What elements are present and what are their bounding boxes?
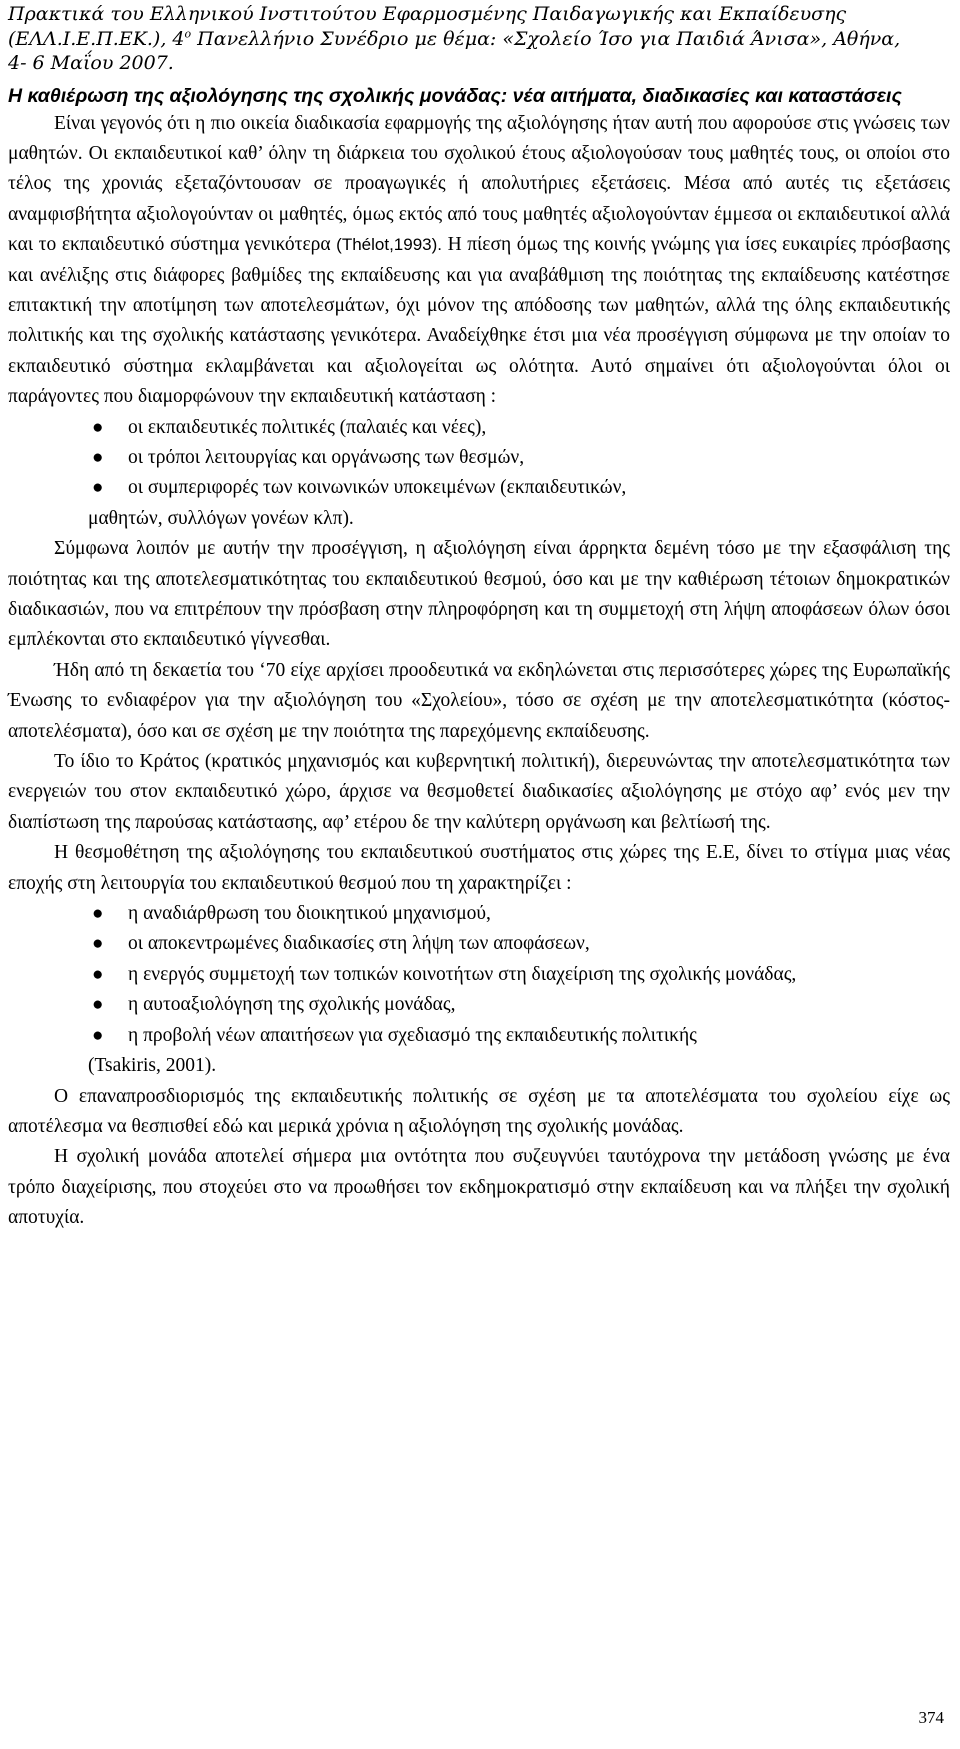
list-item-text: οι εκπαιδευτικές πολιτικές (παλαιές και νέες),	[128, 416, 487, 438]
paragraph-4: Το ίδιο το Κράτος (κρατικός μηχανισμός και κυβερνητική πολιτική), διερευνώντας την αποτελεσματικότητα των ενεργειών του στον εκπαιδευτικό χώρο, άρχισε να θεσμοθετεί διαδικασίες αξιολόγησης με στόχο αφ’ ενός μεν την διαπίστωση της παρούσας κατάστασης, αφ’ ετέρου δε την καλύτερη οργάνωση και βελτίωσή της.	[8, 751, 950, 833]
paragraph-5: Η θεσμοθέτηση της αξιολόγησης του εκπαιδευτικού συστήματος στις χώρες της Ε.Ε, δίνει το στίγμα μιας νέας εποχής στη λειτουργία του εκπαιδευτικού θεσμού που τη χαρακτηρίζει :	[8, 842, 950, 894]
bullet-icon: ●	[92, 477, 104, 499]
ordinal-superscript: ο	[184, 27, 192, 41]
header-line-3: 4- 6 Μαΐου 2007.	[8, 52, 174, 74]
list-item-text: οι αποκεντρωμένες διαδικασίες στη λήψη των αποφάσεων,	[128, 933, 590, 955]
paragraph-6: Ο επαναπροσδιορισμός της εκπαιδευτικής πολιτικής σε σχέση με τα αποτελέσματα του σχολείου είχε ως αποτέλεσμα να θεσπισθεί εδώ και μερικά χρόνια η αξιολόγηση της σχολικής μονάδας.	[8, 1085, 950, 1137]
list-item-text: οι συμπεριφορές των κοινωνικών υποκειμένων (εκπαιδευτικών,	[128, 477, 627, 499]
list-item	[8, 960, 950, 990]
paragraph-1	[8, 109, 950, 413]
paragraph-3: Ήδη από τη δεκαετία του ‘70 είχε αρχίσει προοδευτικά να εκδηλώνεται στις περισσότερες χώρες της Ευρωπαϊκής Ένωσης το ενδιαφέρον για την αξιολόγηση του «Σχολείου», τόσο σε σχέση με την αποτελεσματικότητα (κόστος-αποτελέσματα), όσο και σε σχέση με την ποιότητα της παρεχόμενης εκπαίδευσης.	[8, 659, 950, 742]
list-item-text: οι τρόποι λειτουργίας και οργάνωσης των θεσμών,	[128, 446, 525, 468]
list-2-continuation: (Tsakiris, 2001).	[88, 1055, 217, 1077]
paragraph-7: Η σχολική μονάδα αποτελεί σήμερα μια οντότητα που συζευγνύει ταυτόχρονα την μετάδοση γνώσης με ένα τρόπο διαχείρισης, που στοχεύει στο να προωθήσει τον εκδημοκρατισμό στην εκπαίδευση και να πλήξει την σχολική αποτυχία.	[8, 1146, 950, 1229]
paragraph-2: Σύμφωνα λοιπόν με αυτήν την προσέγγιση, η αξιολόγηση είναι άρρηκτα δεμένη τόσο με την εξασφάλιση της ποιότητας και της αποτελεσματικότητας του εκπαιδευτικού θεσμού, όσο και με την καθιέρωση τέτοιων δημοκρατικών διαδικασιών, που να επιτρέπουν την πρόσβαση στην πληροφόρηση και τη συμμετοχή στη λήψη αποφάσεων όλων όσοι εμπλέκονται στο εκπαιδευτικό γίγνεσθαι.	[8, 538, 950, 651]
bullet-icon: ●	[92, 963, 104, 985]
list-item	[8, 990, 950, 1020]
paragraph-1-text-a: Είναι γεγονός ότι η πιο οικεία διαδικασία εφαρμογής της αξιολόγησης ήταν αυτή που αφορούσε στις γνώσεις των μαθητών. Οι εκπαιδευτικοί καθ’ όλην τη διάρκεια του σχολικού έτους αξιολογούσαν τους μαθητές τους, οι οποίοι στο τέλος της χρονιάς εξεταζόντουσαν σε προαγωγικές ή απολυτήριες εξετάσεις. Μέσα από αυτές τις εξετάσεις αναμφισβήτητα αξιολογούνταν οι μαθητές, όμως εκτός από τους μαθητές αξιολογούνταν έμμεσα οι εκπαιδευτικοί αλλά και το εκπαιδευτικό σύστημα γενικότερα	[8, 112, 950, 256]
header-line-2-end: Πανελλήνιο Συνέδριο με θέμα: «Σχολείο Ίσο για Παιδιά Άνισα», Αθήνα,	[191, 27, 901, 50]
citation-thelot: (Thélot,1993).	[336, 235, 442, 255]
list-1-continuation: μαθητών, συλλόγων γονέων κλπ).	[88, 507, 354, 529]
bullet-icon: ●	[92, 933, 104, 955]
list-item	[8, 473, 950, 503]
header-line-2	[8, 27, 950, 52]
header-line-2-start: (ΕΛΛ.Ι.Ε.Π.ΕΚ.), 4	[8, 27, 185, 50]
bullet-list-1	[8, 413, 950, 504]
list-item	[8, 1021, 950, 1051]
list-item-text: η αναδιάρθρωση του διοικητικού μηχανισμού,	[128, 903, 491, 925]
bullet-icon: ●	[92, 994, 104, 1016]
bullet-list-2	[8, 899, 950, 1051]
list-item	[8, 413, 950, 443]
list-item-text: η ενεργός συμμετοχή των τοπικών κοινοτήτων στη διαχείριση της σχολικής μονάδας,	[128, 963, 797, 985]
list-item-text: η αυτοαξιολόγηση της σχολικής μονάδας,	[128, 994, 456, 1016]
paragraph-1-text-b: Η πίεση όμως της κοινής γνώμης για ίσες ευκαιρίες πρόσβασης και ανέλιξης στις διάφορες βαθμίδες της εκπαίδευσης και για αναβάθμιση της ποιότητας της εκπαίδευσης κατέστησε επιτακτική την αποτίμηση των αποτελεσμάτων, όχι μόνον της απόδοσης των μαθητών, αλλά της όλης εκπαιδευτικής πολιτικής και της σχολικής κατάστασης γενικότερα. Αναδείχθηκε έτσι μια νέα προσέγγιση σύμφωνα με την οποίαν το εκπαιδευτικό σύστημα εκλαμβάνεται και αξιολογείται ως ολότητα. Αυτό σημαίνει ότι αξιολογούνται όλοι οι παράγοντες που διαμορφώνουν την εκπαιδευτική κατάσταση :	[8, 234, 951, 408]
bullet-icon: ●	[92, 446, 104, 468]
bullet-icon: ●	[92, 1024, 104, 1046]
header-line-1: Πρακτικά του Ελληνικού Ινστιτούτου Εφαρμοσμένης Παιδαγωγικής και Εκπαίδευσης	[8, 3, 847, 25]
section-title: Η καθιέρωση της αξιολόγησης της σχολικής μονάδας: νέα αιτήματα, διαδικασίες και καταστάσεις	[8, 84, 902, 107]
list-item-text: η προβολή νέων απαιτήσεων για σχεδιασμό της εκπαιδευτικής πολιτικής	[128, 1024, 697, 1046]
running-header	[8, 0, 950, 76]
bullet-icon: ●	[92, 416, 104, 438]
bullet-icon: ●	[92, 903, 104, 925]
list-item	[8, 929, 950, 959]
list-item	[8, 443, 950, 473]
page-number: 374	[918, 1707, 944, 1727]
list-item	[8, 899, 950, 929]
